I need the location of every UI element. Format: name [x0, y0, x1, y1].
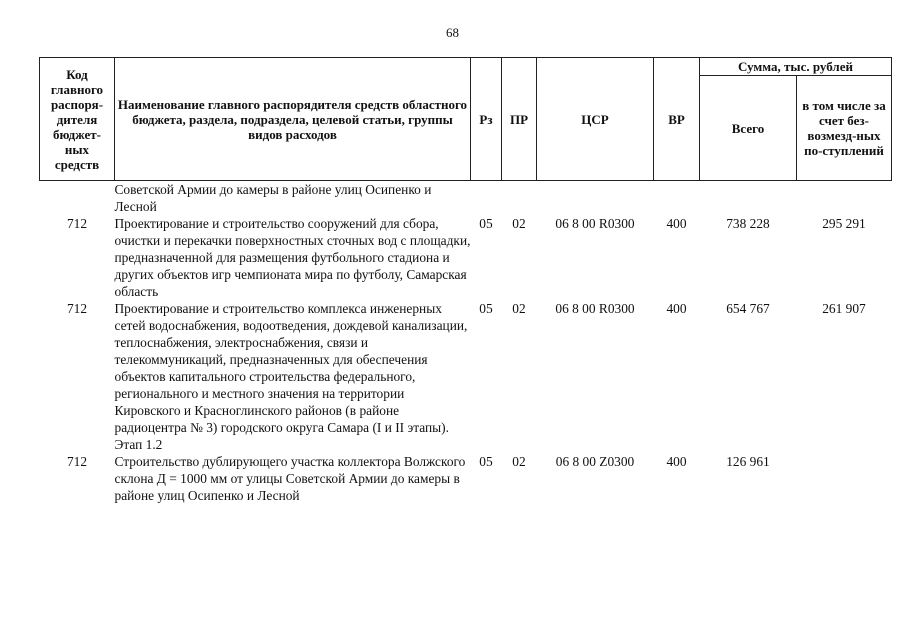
cell-vr: 400: [666, 216, 687, 231]
cell-vr: 400: [666, 301, 687, 316]
cell-rz: 05: [479, 216, 493, 231]
table-row: [40, 215, 892, 300]
header-free: в том числе за счет без-возмезд-ных по-ступлений: [797, 76, 892, 181]
table-row: [40, 181, 892, 216]
page-number: 68: [446, 25, 459, 40]
cell-csr: 06 8 00 R0300: [555, 301, 635, 316]
cell-free: 295 291: [822, 216, 866, 231]
header-name: Наименование главного распорядителя средств областного бюджета, раздела, подраздела, целевой статьи, группы видов расходов: [115, 58, 471, 181]
budget-table: [39, 57, 892, 504]
cell-name: Проектирование и строительство сооружений для сбора, очистки и перекачки поверхностных сточных вод с площадки, предназначенной для размещения футбольного стадиона и других объектов игр чемпионата мира по футболу, Самарская область: [114, 216, 471, 299]
header-vr: ВР: [654, 58, 700, 181]
header-pr: ПР: [502, 58, 537, 181]
cell-pr: 02: [512, 454, 526, 469]
cell-free: [797, 453, 892, 504]
cell-total: 738 228: [726, 216, 770, 231]
cell-rz: 05: [479, 454, 493, 469]
cell-name: Советской Армии до камеры в районе улиц Осипенко и Лесной: [114, 182, 432, 214]
table-body: [40, 181, 892, 505]
cell-vr: [654, 181, 700, 216]
cell-name: Строительство дублирующего участка коллектора Волжского склона Д = 1000 мм от улицы Советской Армии до камеры в районе улиц Осипенко и Лесной: [114, 454, 466, 503]
header-code: Код главного распоря-дителя бюджет-ных средств: [40, 58, 115, 181]
cell-free: [797, 181, 892, 216]
cell-code: 712: [66, 216, 88, 231]
header-sum-group: Сумма, тыс. рублей: [700, 58, 892, 76]
cell-csr: [537, 181, 654, 216]
cell-pr: [502, 181, 537, 216]
cell-name: Проектирование и строительство комплекса инженерных сетей водоснабжения, водоотведения, дождевой канализации, теплоснабжения, электроснабжения, связи и телекоммуникаций, предназначенных для обеспечения объектов капитального строительства федерального, регионального и местного значения на территории Кировского и Красноглинского районов (в районе радиоцентра № 3) городского округа Самара (I и II этапы). Этап 1.2: [114, 301, 468, 452]
cell-rz: [471, 181, 502, 216]
cell-csr: 06 8 00 R0300: [555, 216, 635, 231]
cell-total: 126 961: [726, 454, 770, 469]
cell-code: 712: [66, 454, 88, 469]
header-csr: ЦСР: [537, 58, 654, 181]
table-row: [40, 300, 892, 453]
cell-code: [40, 181, 115, 216]
cell-total: 654 767: [726, 301, 770, 316]
table-row: [40, 453, 892, 504]
cell-csr: 06 8 00 Z0300: [555, 454, 635, 469]
cell-code: 712: [66, 301, 88, 316]
header-total: Всего: [700, 76, 797, 181]
cell-pr: 02: [512, 216, 526, 231]
header-rz: Рз: [471, 58, 502, 181]
cell-vr: 400: [666, 454, 687, 469]
cell-pr: 02: [512, 301, 526, 316]
cell-total: [700, 181, 797, 216]
cell-rz: 05: [479, 301, 493, 316]
table-header: [40, 58, 892, 181]
cell-free: 261 907: [822, 301, 866, 316]
